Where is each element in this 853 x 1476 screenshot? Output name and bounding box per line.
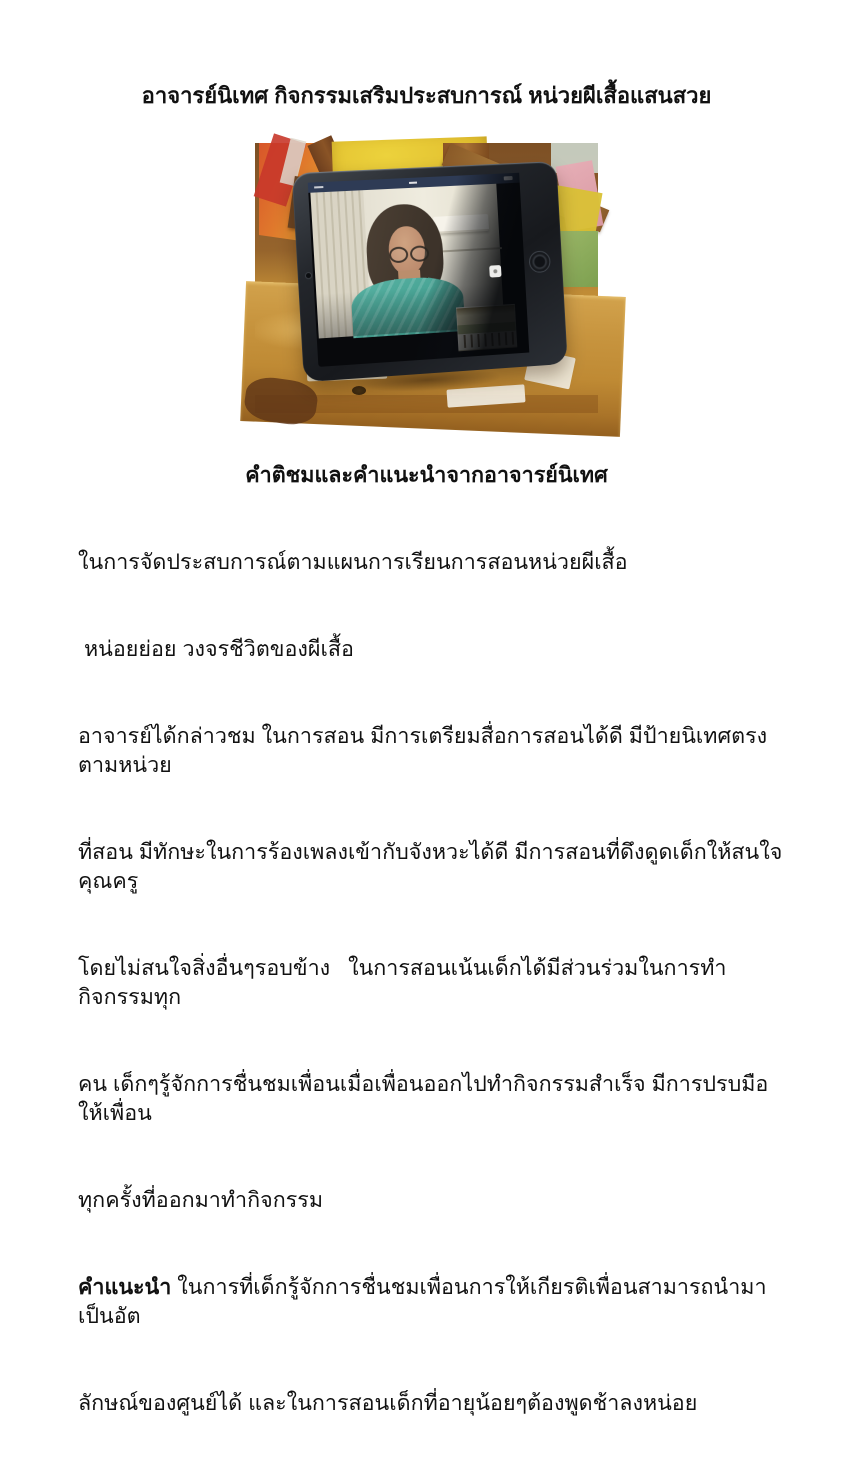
front-camera-dot [305, 272, 313, 280]
tablet-screen [308, 173, 530, 367]
photo-tablet-video-call [255, 143, 598, 413]
text-line: โดยไม่สนใจสิ่งอื่นๆรอบข้าง ในการสอนเน้นเด็กได้มีส่วนร่วมในการทำกิจกรรมทุก [78, 956, 727, 1009]
home-button [528, 250, 551, 273]
camera-flip-icon [489, 265, 501, 278]
comments-text-block [78, 490, 788, 1476]
text-line-advice [78, 1273, 788, 1331]
camera-flip-dot [493, 269, 497, 273]
advice-label: คำแนะนำ [78, 1275, 172, 1299]
wood-knot [352, 386, 366, 395]
tablet-device [292, 161, 568, 382]
text-line: ที่สอน มีทักษะในการร้องเพลงเข้ากับจังหวะได้ดี มีการสอนที่ดึงดูดเด็กให้สนใจคุณครู [78, 840, 783, 893]
page-title: อาจารย์นิเทศ กิจกรรมเสริมประสบการณ์ หน่วยผีเสื้อแสนสวย [141, 83, 712, 108]
text-line: ในการจัดประสบการณ์ตามแผนการเรียนการสอนหน่วยผีเสื้อ [78, 550, 628, 574]
text-line: คน เด็กๆรู้จักการชื่นชมเพื่อนเมื่อเพื่อนออกไปทำกิจกรรมสำเร็จ มีการปรบมือให้เพื่อน [78, 1072, 769, 1125]
text-line: ทุกครั้งที่ออกมาทำกิจกรรม [78, 1188, 324, 1212]
advice-text: ในการที่เด็กรู้จักการชื่นชมเพื่อนการให้เกียรติเพื่อนสามารถนำมาเป็นอัต [78, 1275, 767, 1328]
section-heading: คำติชมและคำแนะนำจากอาจารย์นิเทศ [245, 463, 608, 487]
text-line: หน่อยย่อย วงจรชีวิตของผีเสื้อ [78, 637, 354, 661]
text-line: อาจารย์ได้กล่าวชม ในการสอน มีการเตรียมสื่อการสอนได้ดี มีป้ายนิเทศตรงตามหน่วย [78, 724, 768, 777]
text-line: ลักษณ์ของศูนย์ได้ และในการสอนเด็กที่อายุน้อยๆต้องพูดช้าลงหน่อย [78, 1391, 698, 1415]
